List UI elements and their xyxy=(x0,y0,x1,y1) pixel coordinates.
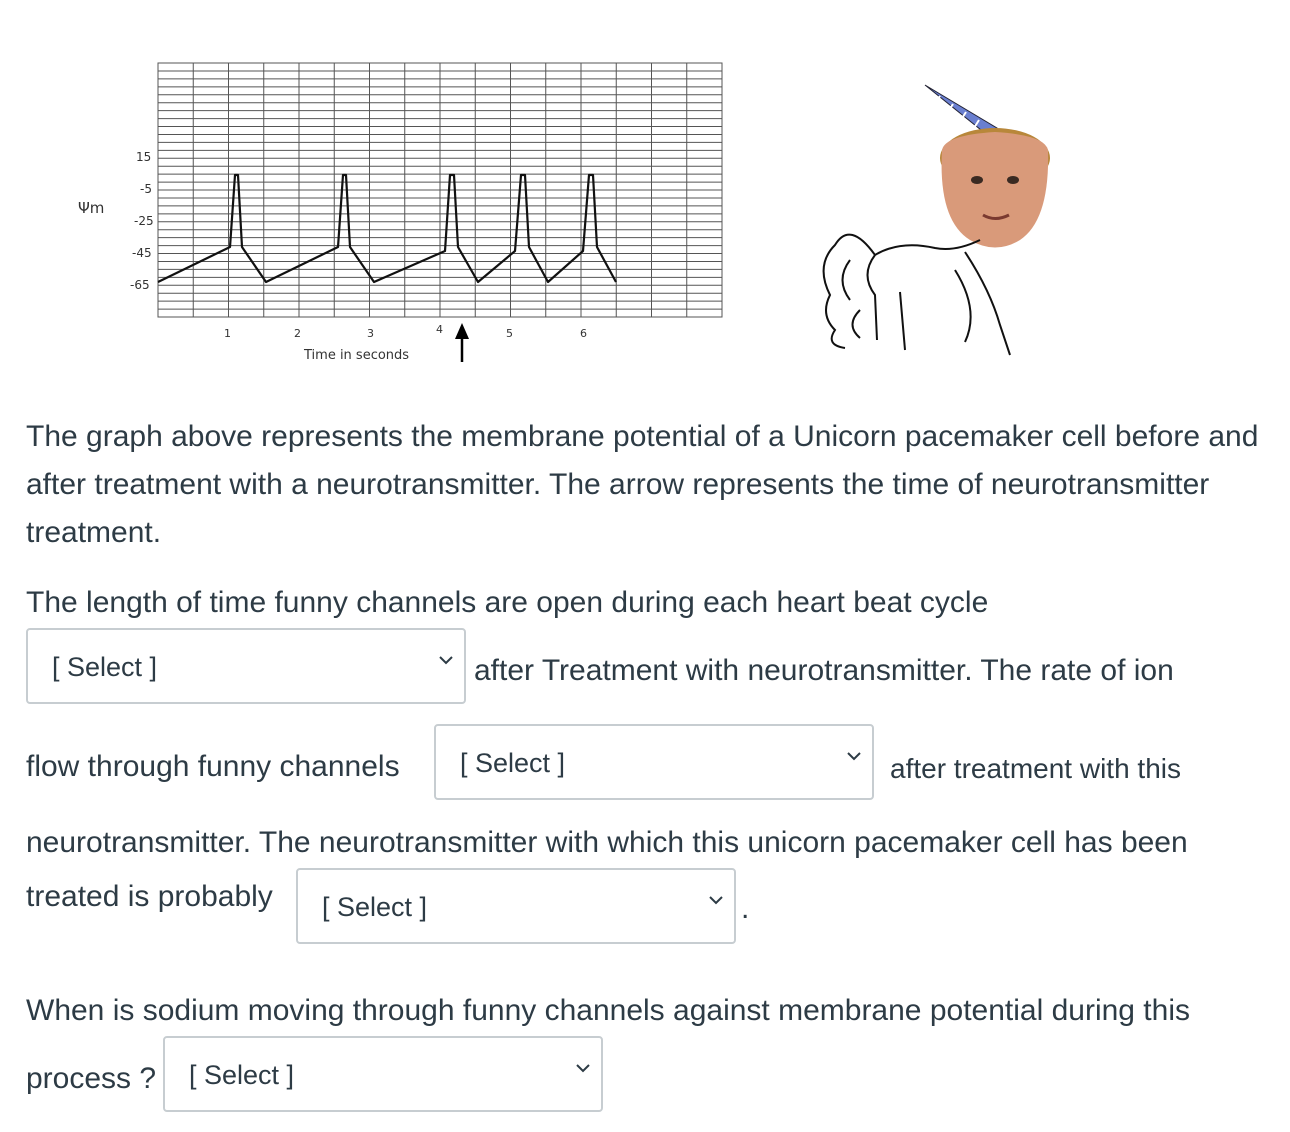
x-tick: 1 xyxy=(224,327,231,340)
q3-line-text: neurotransmitter. The neurotransmitter with which this unicorn pacemaker cell has been xyxy=(26,826,1188,859)
y-axis xyxy=(78,150,154,292)
select-value: [ Select ] xyxy=(189,1060,295,1090)
membrane-potential-graph xyxy=(70,55,730,375)
x-tick: 4 xyxy=(436,323,443,336)
q3-select[interactable] xyxy=(296,868,736,944)
q3-after-text: . xyxy=(741,892,750,925)
q4-line-text: When is sodium moving through funny channels against membrane potential during this xyxy=(26,994,1190,1027)
x-tick: 5 xyxy=(506,327,513,340)
chevron-down-icon xyxy=(438,654,454,666)
q1-after-text: after Treatment with neurotransmitter. The rate of ion xyxy=(474,654,1174,687)
y-tick: -25 xyxy=(134,214,154,228)
y-tick: -5 xyxy=(140,182,152,196)
q2-lead-text: flow through funny channels xyxy=(26,750,400,783)
q2-select[interactable] xyxy=(434,724,874,800)
unicorn-illustration xyxy=(805,80,1055,365)
q2-after-text: after treatment with this xyxy=(890,753,1182,784)
select-value: [ Select ] xyxy=(460,748,566,778)
chevron-down-icon xyxy=(575,1062,591,1074)
chevron-down-icon xyxy=(846,750,862,762)
intro-paragraph: The graph above represents the membrane potential of a Unicorn pacemaker cell before and after treatment with a neurotransmitter. The arrow represents the time of neurotransmitter treatment. xyxy=(26,420,1259,549)
y-tick: -65 xyxy=(130,278,150,292)
q1-select[interactable] xyxy=(26,628,466,704)
y-tick: 15 xyxy=(136,150,152,164)
membrane-potential-trace xyxy=(158,175,616,282)
q1-lead-text: The length of time funny channels are open during each heart beat cycle xyxy=(26,586,989,619)
arrow-up-icon xyxy=(455,323,469,362)
x-axis xyxy=(224,323,587,363)
x-tick: 6 xyxy=(580,327,587,340)
y-axis-label: Ψm xyxy=(78,199,105,217)
x-tick: 3 xyxy=(367,327,374,340)
chevron-down-icon xyxy=(708,894,724,906)
q4-lead-text: process ? xyxy=(26,1062,157,1095)
q3-lead-text: treated is probably xyxy=(26,880,273,913)
x-axis-label: Time in seconds xyxy=(304,348,410,363)
graph-grid xyxy=(158,63,722,317)
x-tick: 2 xyxy=(294,327,301,340)
select-value: [ Select ] xyxy=(52,652,158,682)
y-tick: -45 xyxy=(132,246,152,260)
q4-select[interactable] xyxy=(163,1036,603,1112)
select-value: [ Select ] xyxy=(322,892,428,922)
